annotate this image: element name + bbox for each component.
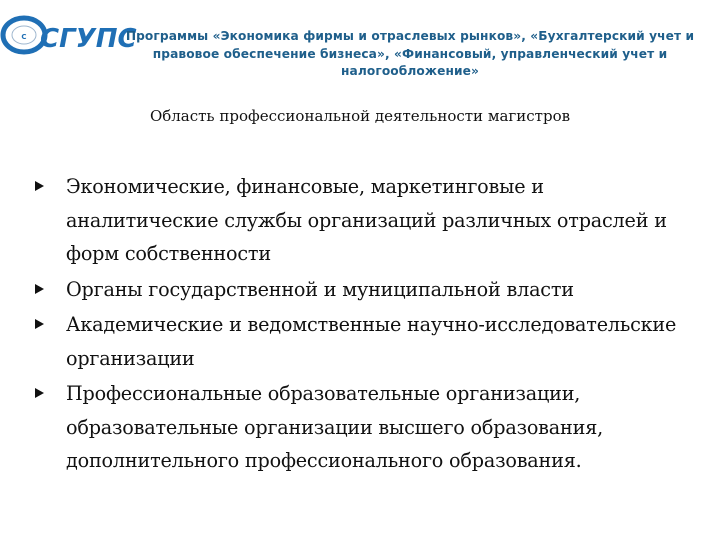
page-subtitle: Область профессиональной деятельности магистров [149, 107, 571, 125]
list-item [32, 170, 682, 271]
list-item [32, 273, 682, 307]
bullet-arrow-icon [35, 388, 44, 398]
list-item [32, 377, 682, 478]
header-title: Программы «Экономика фирмы и отраслевых рынков», «Бухгалтерский учет и правовое обеспечение бизнеса», «Финансовый, управленческий учет и налогообложение» [125, 29, 695, 78]
logo-emblem-text: С [21, 33, 27, 41]
list-item-text: Профессиональные образовательные организации, образовательные организации высшего образования, дополнительного профессионального образования. [66, 382, 604, 472]
bullet-list [32, 170, 682, 480]
bullet-arrow-icon [35, 284, 44, 294]
list-item-text: Экономические, финансовые, маркетинговые и аналитические службы организаций различных отраслей и форм собственности [66, 175, 667, 265]
list-item-text: Академические и ведомственные научно-исследовательские организации [66, 313, 677, 370]
list-item-text: Органы государственной и муниципальной власти [66, 277, 574, 301]
bullet-arrow-icon [35, 181, 44, 191]
logo-text: СГУПС [40, 24, 137, 54]
logo [0, 14, 137, 56]
list-item [32, 308, 682, 375]
sgups-logo-graphic [0, 14, 137, 56]
bullet-arrow-icon [35, 319, 44, 329]
